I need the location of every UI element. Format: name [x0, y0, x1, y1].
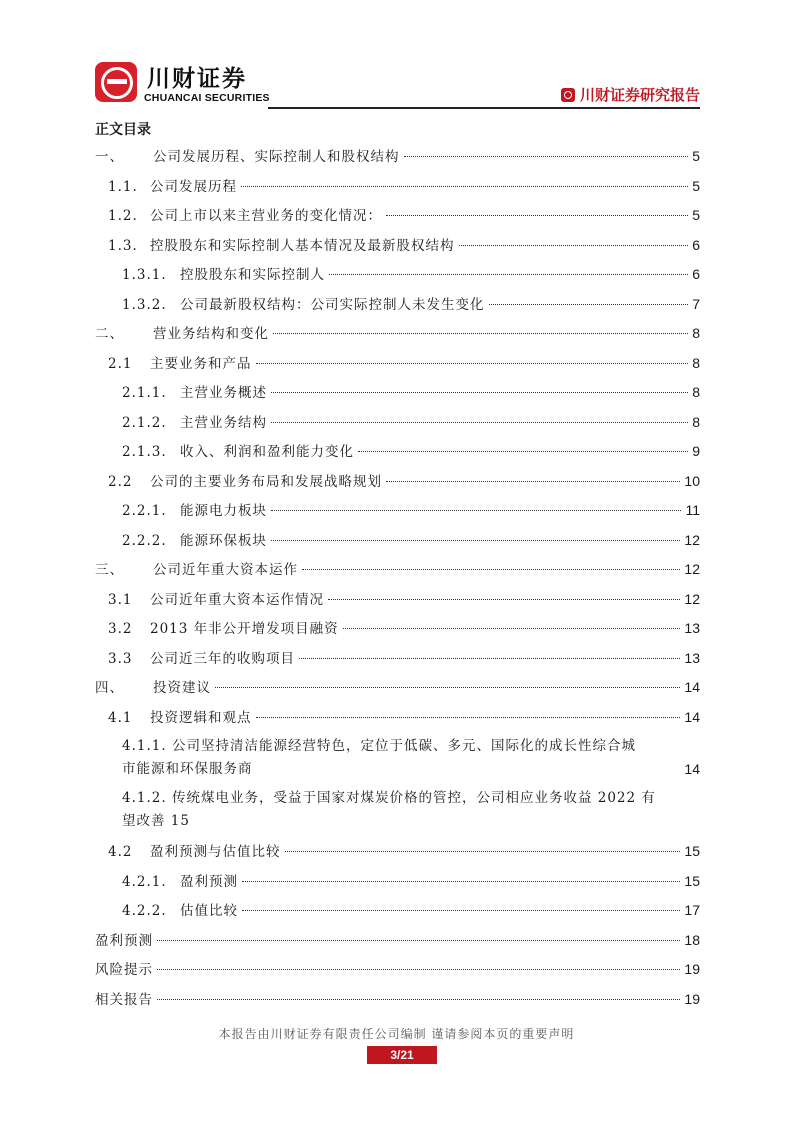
toc-entry[interactable]: 4.1 投资逻辑和观点 14	[108, 708, 700, 726]
page-header	[95, 62, 700, 112]
toc-entry[interactable]: 1.3.2. 公司最新股权结构：公司实际控制人未发生变化 7	[122, 295, 700, 313]
toc-entry[interactable]: 2.1.2. 主营业务结构 8	[122, 413, 700, 431]
page-number: 3/21	[367, 1046, 437, 1064]
toc-entry[interactable]: 相关报告 19	[95, 990, 700, 1008]
logo-chinese-name: 川财证券	[147, 66, 247, 92]
toc-entry[interactable]: 2.1 主要业务和产品 8	[108, 354, 700, 372]
brand-mini-icon	[561, 88, 575, 102]
toc-entry[interactable]: 3.2 2013 年非公开增发项目融资 13	[108, 620, 700, 637]
report-type-text: 川财证券研究报告	[579, 86, 700, 104]
toc-entry[interactable]: 3.3 公司近三年的收购项目 13	[108, 649, 700, 667]
header-divider	[268, 107, 700, 109]
toc-entry-multiline[interactable]: 4.1.2. 传统煤电业务，受益于国家对煤炭价格的管控，公司相应业务收益 2022 有 望改善 15	[122, 790, 656, 829]
toc-entry[interactable]: 1.3.1. 控股股东和实际控制人 6	[122, 266, 700, 283]
report-type-label	[561, 84, 700, 105]
toc-entry[interactable]: 二、 营业务结构和变化 8	[95, 325, 700, 342]
toc-entry[interactable]: 2.1.3. 收入、利润和盈利能力变化 9	[122, 443, 700, 460]
toc-entry[interactable]: 2.1.1. 主营业务概述 8	[122, 384, 700, 401]
toc-entry[interactable]: 4.2.2. 估值比较 17	[122, 902, 700, 919]
toc-entry[interactable]: 1.3. 控股股东和实际控制人基本情况及最新股权结构 6	[108, 236, 700, 254]
company-logo-icon	[95, 62, 137, 102]
toc-entry[interactable]: 1.1. 公司发展历程 5	[108, 177, 700, 195]
toc-entry[interactable]: 一、 公司发展历程、实际控制人和股权结构 5	[95, 148, 700, 165]
toc-entry[interactable]: 四、 投资建议 14	[95, 679, 700, 696]
toc-entry[interactable]: 风险提示 19	[95, 961, 700, 978]
logo-english-name: CHUANCAI SECURITIES	[144, 92, 270, 104]
toc-entry[interactable]: 2.2.2. 能源环保板块 12	[122, 531, 700, 549]
toc-entry[interactable]: 三、 公司近年重大资本运作 12	[95, 561, 700, 578]
toc-entry-multiline[interactable]: 4.1.1. 公司坚持清洁能源经营特色，定位于低碳、多元、国际化的成长性综合城 市能源和环保服务商 14	[122, 738, 700, 777]
toc-entry[interactable]: 4.2 盈利预测与估值比较 15	[108, 843, 700, 860]
table-of-contents	[95, 142, 700, 1014]
toc-entry[interactable]: 2.2.1. 能源电力板块 11	[122, 502, 700, 519]
toc-entry[interactable]: 盈利预测 18	[95, 931, 700, 949]
toc-entry[interactable]: 4.2.1. 盈利预测 15	[122, 872, 700, 890]
footer-disclaimer: 本报告由川财证券有限责任公司编制 谨请参阅本页的重要声明	[218, 1027, 575, 1041]
toc-entry[interactable]: 3.1 公司近年重大资本运作情况 12	[108, 590, 700, 608]
toc-heading: 正文目录	[95, 122, 151, 138]
toc-entry[interactable]: 2.2 公司的主要业务布局和发展战略规划 10	[108, 472, 700, 490]
toc-entry[interactable]: 1.2. 公司上市以来主营业务的变化情况： 5	[108, 207, 700, 224]
